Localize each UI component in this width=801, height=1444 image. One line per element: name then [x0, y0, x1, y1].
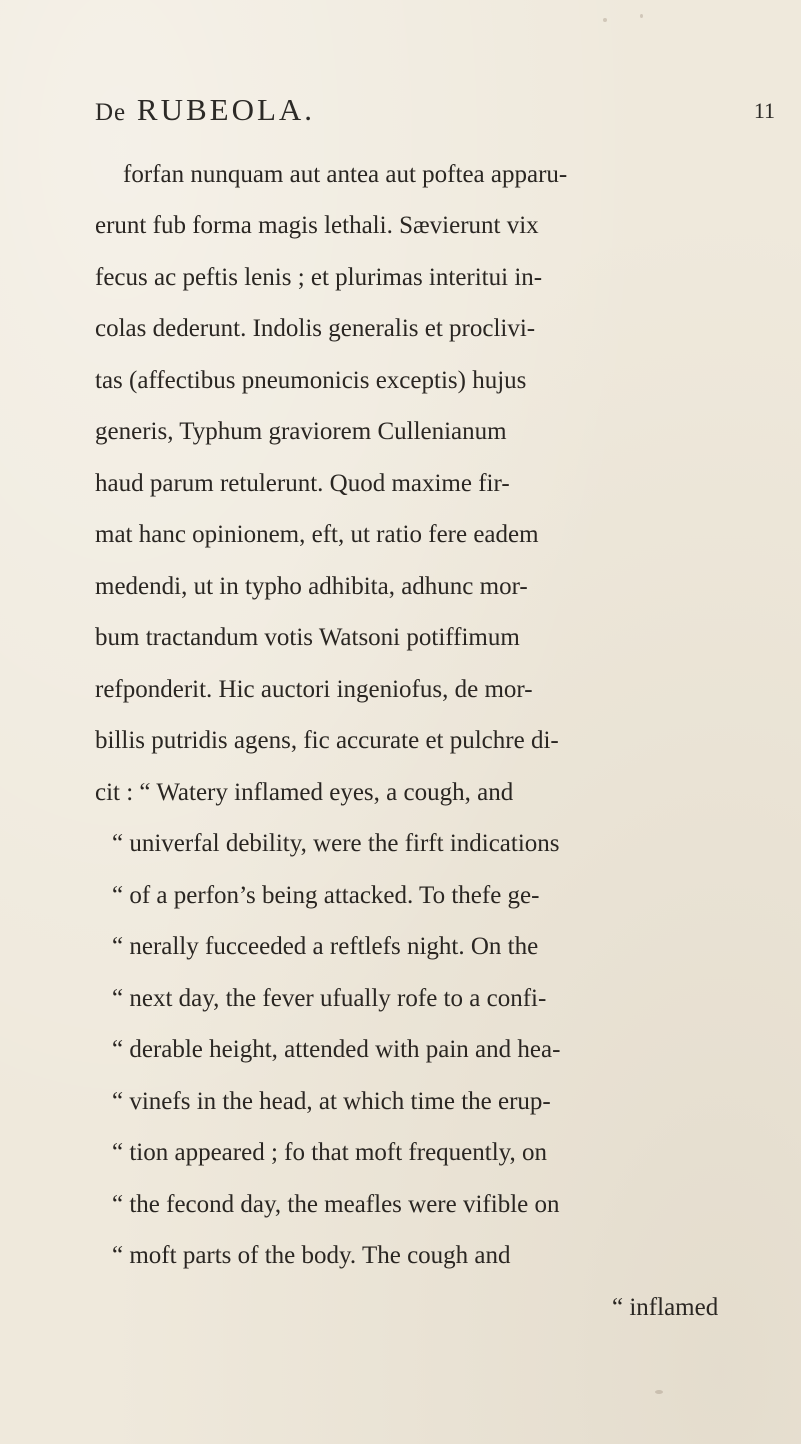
page-header	[95, 92, 775, 142]
paper-speck	[655, 1390, 663, 1394]
running-title-prefix: De	[95, 99, 127, 126]
text-line: “ vinefs in the head, at which time the erup-	[112, 1088, 551, 1115]
text-line: “ univerfal debility, were the firft indications	[112, 830, 560, 857]
paper-speck	[640, 14, 643, 18]
text-line: generis, Typhum graviorem Cullenianum	[95, 418, 507, 445]
text-line: “ moft parts of the body. The cough and	[112, 1242, 511, 1269]
text-line: “ next day, the fever ufually rofe to a confi-	[112, 985, 547, 1012]
text-line: refponderit. Hic auctori ingeniofus, de mor-	[95, 676, 533, 703]
text-line: haud parum retulerunt. Quod maxime fir-	[95, 470, 510, 497]
text-line: “ the fecond day, the meafles were vifible on	[112, 1191, 560, 1218]
text-line: mat hanc opinionem, eft, ut ratio fere eadem	[95, 521, 539, 548]
text-line: billis putridis agens, fic accurate et pulchre di-	[95, 727, 559, 754]
text-line: “ of a perfon’s being attacked. To thefe ge-	[112, 882, 540, 909]
running-title	[95, 92, 315, 128]
page-number: 11	[753, 98, 775, 123]
running-title-main: RUBEOLA.	[136, 92, 316, 127]
text-line: erunt fub forma magis lethali. Sævierunt vix	[95, 212, 539, 239]
text-line: cit : “ Watery inflamed eyes, a cough, and	[95, 779, 514, 806]
catchword: “ inflamed	[612, 1294, 719, 1321]
text-line: bum tractandum votis Watsoni potiffimum	[95, 624, 520, 651]
text-line: fecus ac peftis lenis ; et plurimas interitui in-	[95, 264, 543, 291]
paper-speck	[603, 18, 607, 22]
text-line: medendi, ut in typho adhibita, adhunc mor-	[95, 573, 528, 600]
text-line: forfan nunquam aut antea aut poftea apparu-	[123, 161, 568, 188]
text-line: tas (affectibus pneumonicis exceptis) hujus	[95, 367, 527, 394]
text-line: “ nerally fucceeded a reftlefs night. On the	[112, 933, 539, 960]
text-line: “ derable height, attended with pain and hea-	[112, 1036, 561, 1063]
text-line: “ tion appeared ; fo that moft frequently, on	[112, 1139, 548, 1166]
text-line: colas dederunt. Indolis generalis et proclivi-	[95, 315, 536, 342]
